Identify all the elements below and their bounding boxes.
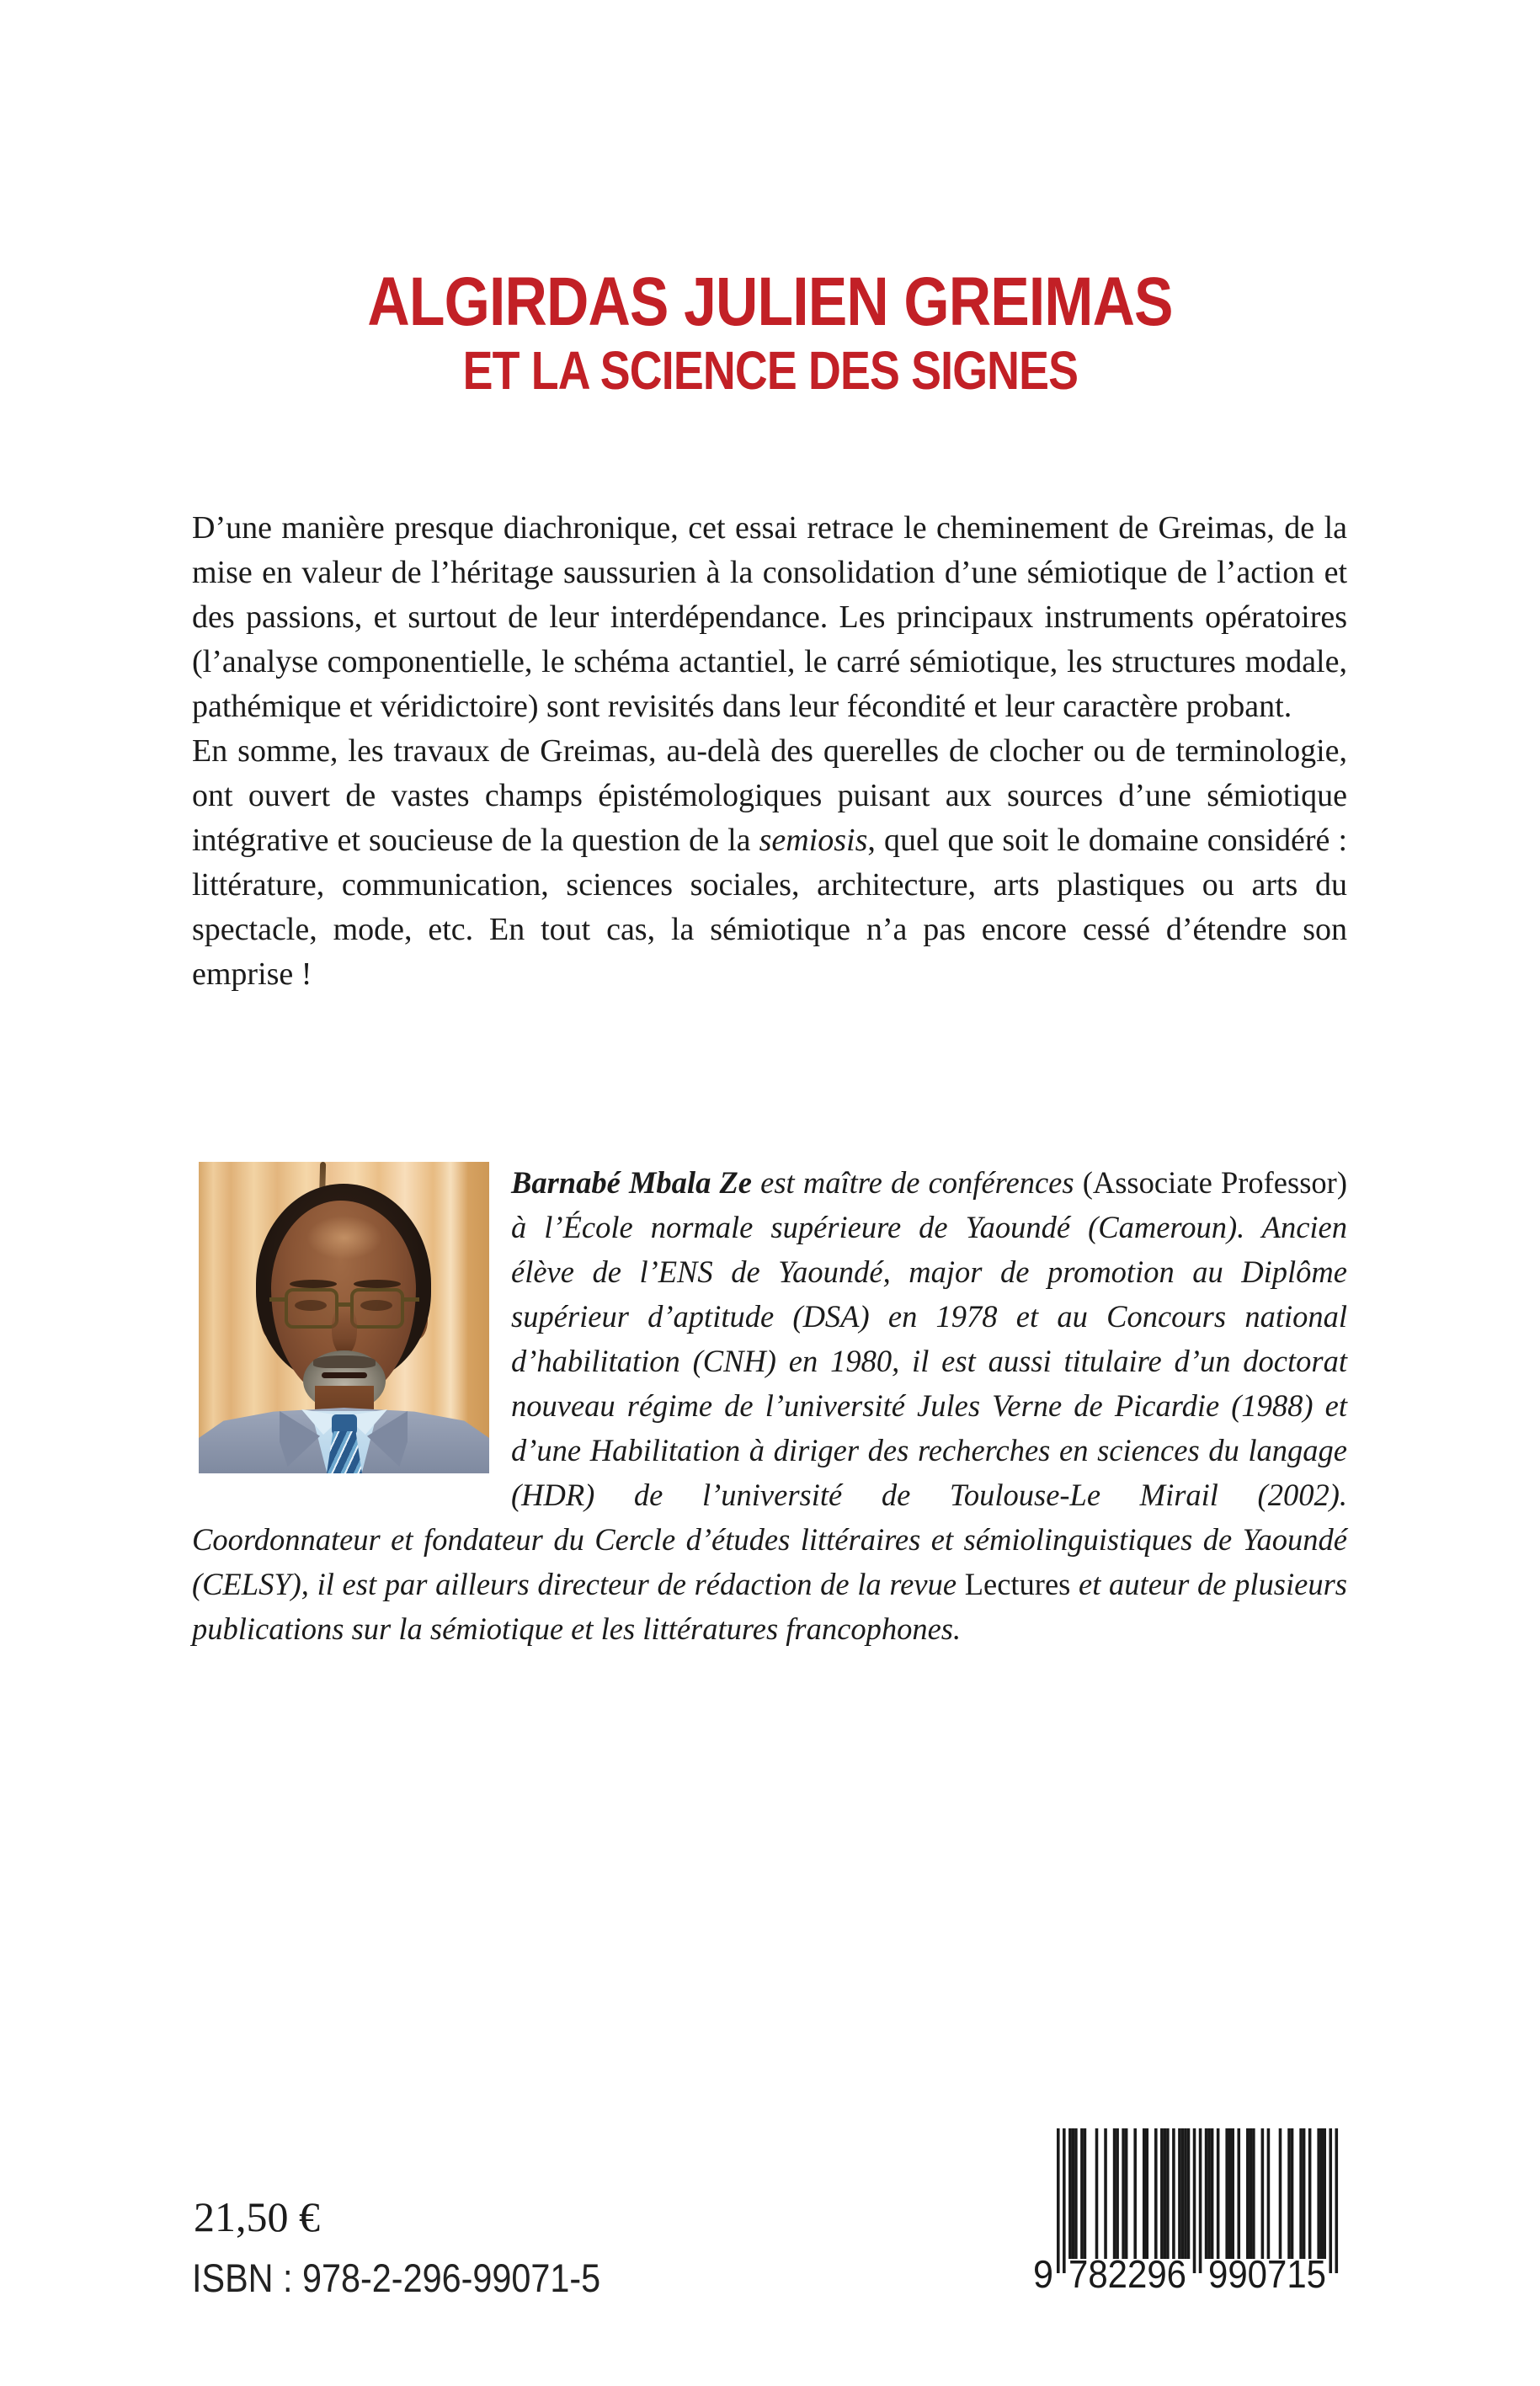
book-title (0, 264, 1540, 340)
text-segment: et auteur de plusieurs publications sur la sémiotique et les littératures francophones. (192, 1567, 1347, 1646)
price-label: 21,50 € (194, 2193, 320, 2240)
author-mouth (322, 1372, 367, 1378)
synopsis-paragraph-2 (192, 729, 1347, 997)
text-segment: , quel que soit le domaine considéré : littérature, communication, sciences sociales, architecture, arts plastiques ou arts du spectacle, mode, etc. En tout cas, la sémiotique n’a pas encore cessé d’étendre son emprise ! (192, 823, 1347, 992)
glasses-left-arm (269, 1297, 286, 1302)
book-subtitle-text: ET LA SCIENCE DES SIGNES (462, 340, 1078, 401)
svg-text:782296: 782296 (1068, 2252, 1186, 2296)
glasses-left-lens (285, 1288, 338, 1329)
synopsis (192, 506, 1347, 997)
text-segment: D’une manière presque diachronique, cet essai retrace le cheminement de Greimas, de la mise en valeur de l’héritage saussurien à la consolidation d’une sémiotique de l’action et des passions, et surtout de leur interdépendance. Les principaux instruments opératoires (l’analyse componentielle, le schéma actantiel, le carré sémiotique, les structures modale, pathémique et véridictoire) sont revisités dans leur fécondité et leur caractère probant. (192, 510, 1347, 724)
text-segment: Lectures (964, 1567, 1071, 1601)
author-nose (332, 1307, 357, 1355)
author-mustache (313, 1355, 376, 1368)
left-eyebrow (290, 1280, 337, 1288)
svg-text:9: 9 (1033, 2252, 1053, 2296)
synopsis-paragraph-1 (192, 506, 1347, 729)
barcode-svg (1031, 2128, 1351, 2322)
svg-text:990715: 990715 (1208, 2252, 1326, 2296)
text-segment: (Associate Professor) (1082, 1165, 1347, 1200)
text-segment: à l’École normale supérieure de Yaoundé (Cameroun). Ancien élève de l’ENS de Yaoundé, major de promotion au Diplôme supérieur d’aptitude (DSA) en 1978 et au Concours national d’habilitation (CNH) en 1980, il est aussi titulaire d’un doctorat nouveau régime de l’université Jules Verne de Picardie (1988) et d’une Habilitation à diriger des recherches en sciences du langage (HDR) de l’université de Toulouse-Le Mirail (2002). Coordonnateur et fondateur du Cercle d’études littéraires et sémiolinguistiques de Yaoundé (CELSY), il est par ailleurs directeur de rédaction de la revue (192, 1210, 1347, 1601)
book-title-text: ALGIRDAS JULIEN GREIMAS (367, 264, 1173, 340)
glasses-right-arm (402, 1297, 419, 1302)
text-segment: semiosis (759, 823, 868, 858)
author-photo (199, 1162, 489, 1473)
author-bio (192, 1160, 1347, 1651)
isbn-label (192, 2256, 656, 2300)
text-segment: est maître de conférences (751, 1165, 1083, 1200)
book-subtitle (0, 340, 1540, 401)
text-segment: Barnabé Mbala Ze (511, 1165, 752, 1200)
title-block (0, 264, 1540, 401)
text-segment: En somme, les travaux de Greimas, au-delà des querelles de clocher ou de terminologie, ont ouvert de vastes champs épistémologiques puisant aux sources d’une sémiotique intégrative et soucieuse de la question de la (192, 733, 1347, 858)
forehead-highlight (306, 1216, 382, 1260)
right-eyebrow (354, 1280, 401, 1288)
isbn-text: ISBN : 978-2-296-99071-5 (192, 2256, 601, 2300)
glasses-right-lens (350, 1288, 404, 1329)
